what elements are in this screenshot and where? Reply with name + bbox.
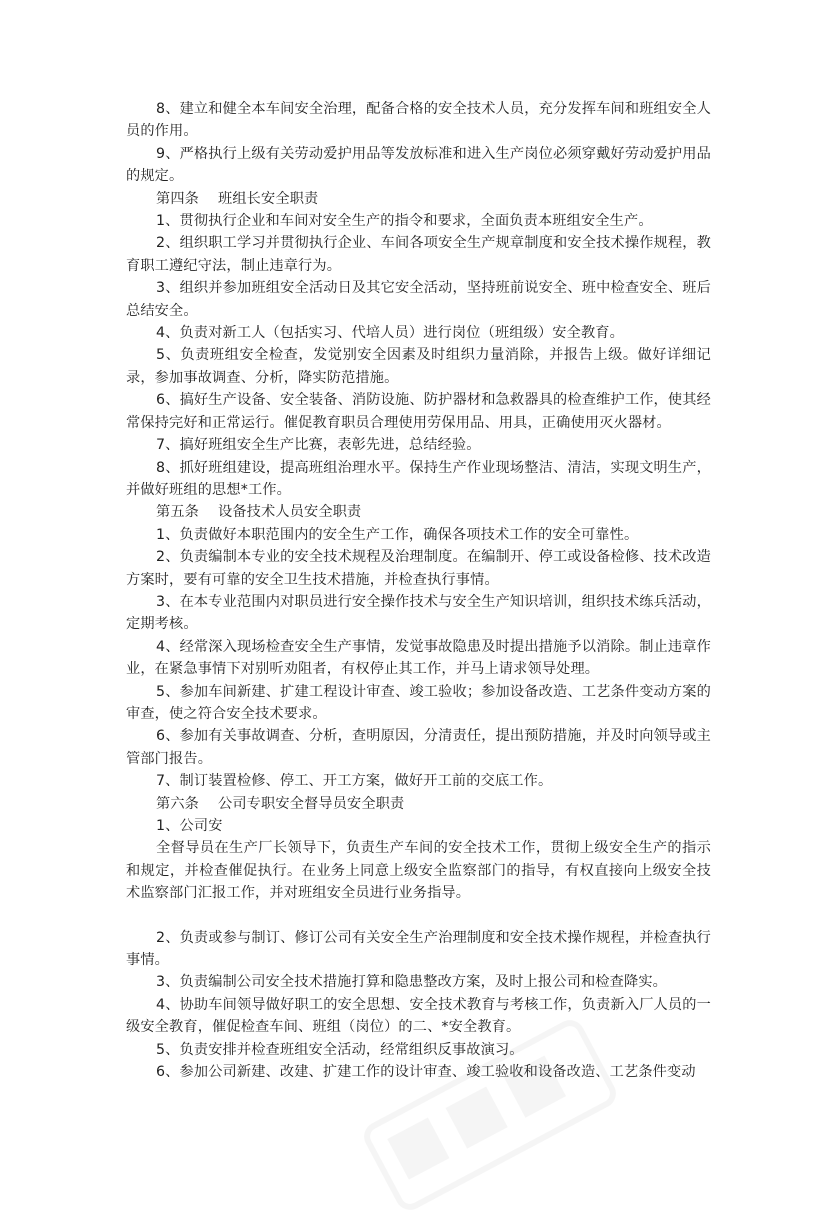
section-heading-article-4: 第四条 班组长安全职责 [156, 190, 319, 207]
paragraph-4-6: 6、搞好生产设备、安全装备、消防设施、防护器材和急救器具的检查维护工作，使其经常保持完好和正常运行。催促教育职员合理使用劳保用品、用具，正确使用灭火器材。 [126, 392, 711, 431]
paragraph-6-6: 6、参加公司新建、改建、扩建工作的设计审查、竣工验收和设备改造、工艺条件变动 [156, 1064, 696, 1081]
paragraph-4-1: 1、贯彻执行企业和车间对安全生产的指令和要求，全面负责本班组安全生产。 [156, 213, 653, 230]
paragraph-6-3: 3、负责编制公司安全技术措施打算和隐患整改方案，及时上报公司和检查降实。 [156, 974, 667, 991]
paragraph-4-7: 7、搞好班组安全生产比赛，表彰先进，总结经验。 [156, 437, 481, 454]
paragraph-4-8: 8、抓好班组建设，提高班组治理水平。保持生产作业现场整洁、清洁，实现文明生产，并做好班组的思想*工作。 [126, 459, 711, 498]
paragraph-6-5: 5、负责安排并检查班组安全活动，经常组织反事故演习。 [156, 1041, 524, 1058]
blank-line [126, 905, 711, 927]
paragraph-9-protective-equipment: 9、严格执行上级有关劳动爱护用品等发放标准和进入生产岗位必须穿戴好劳动爱护用品的规定。 [126, 145, 711, 185]
section-heading-article-5: 第五条 设备技术人员安全职责 [156, 504, 362, 521]
document-body [126, 98, 711, 1083]
paragraph-4-2: 2、组织职工学习并贯彻执行企业、车间各项安全生产规章制度和安全技术操作规程，教育职工遵纪守法，制止违章行为。 [126, 235, 711, 274]
paragraph-4-3: 3、组织并参加班组安全活动日及其它安全活动，坚持班前说安全、班中检查安全、班后总结安全。 [126, 280, 711, 319]
paragraph-6-2: 2、负责或参与制订、修订公司有关安全生产治理制度和安全技术操作规程，并检查执行事情。 [126, 929, 711, 969]
paragraph-5-6: 6、参加有关事故调查、分析，查明原因，分清责任，提出预防措施，并及时向领导或主管部门报告。 [126, 728, 711, 767]
paragraph-5-1: 1、负责做好本职范围内的安全生产工作，确保各项技术工作的安全可靠性。 [156, 526, 639, 543]
section-heading-article-6: 第六条 公司专职安全督导员安全职责 [156, 795, 405, 812]
paragraph-5-5: 5、参加车间新建、扩建工程设计审查、竣工验收；参加设备改造、工艺条件变动方案的审查，使之符合安全技术要求。 [126, 683, 711, 722]
paragraph-6-1-continued: 全督导员在生产厂长领导下，负责生产车间的安全技术工作，贯彻上级安全生产的指示和规定，并检查催促执行。在业务上同意上级安全监察部门的指导，有权直接向上级安全技术监察部门汇报工作，并对班组安全员进行业务指导。 [126, 840, 711, 902]
paragraph-4-4: 4、负责对新工人（包括实习、代培人员）进行岗位（班组级）安全教育。 [156, 325, 624, 342]
paragraph-6-4: 4、协助车间领导做好职工的安全思想、安全技术教育与考核工作，负责新入厂人员的一级安全教育，催促检查车间、班组（岗位）的二、*安全教育。 [126, 996, 711, 1036]
paragraph-5-4: 4、经常深入现场检查安全生产事情，发觉事故隐患及时提出措施予以消除。制止违章作业，在紧急事情下对别听劝阻者，有权停止其工作，并马上请求领导处理。 [126, 638, 711, 678]
paragraph-4-5: 5、负责班组安全检查，发觉别安全因素及时组织力量消除，并报告上级。做好详细记录，参加事故调查、分析，降实防范措施。 [126, 347, 711, 386]
paragraph-8-workshop-safety-management: 8、建立和健全本车间安全治理，配备合格的安全技术人员，充分发挥车间和班组安全人员的作用。 [126, 101, 711, 140]
paragraph-5-2: 2、负责编制本专业的安全技术规程及治理制度。在编制开、停工或设备检修、技术改造方案时，要有可靠的安全卫生技术措施，并检查执行事情。 [126, 549, 711, 588]
paragraph-6-1-start: 1、公司安 [156, 818, 223, 834]
paragraph-5-3: 3、在本专业范围内对职员进行安全操作技术与安全生产知识培训，组织技术练兵活动，定期考核。 [126, 593, 711, 633]
paragraph-5-7: 7、制订装置检修、停工、开工方案，做好开工前的交底工作。 [156, 773, 553, 790]
